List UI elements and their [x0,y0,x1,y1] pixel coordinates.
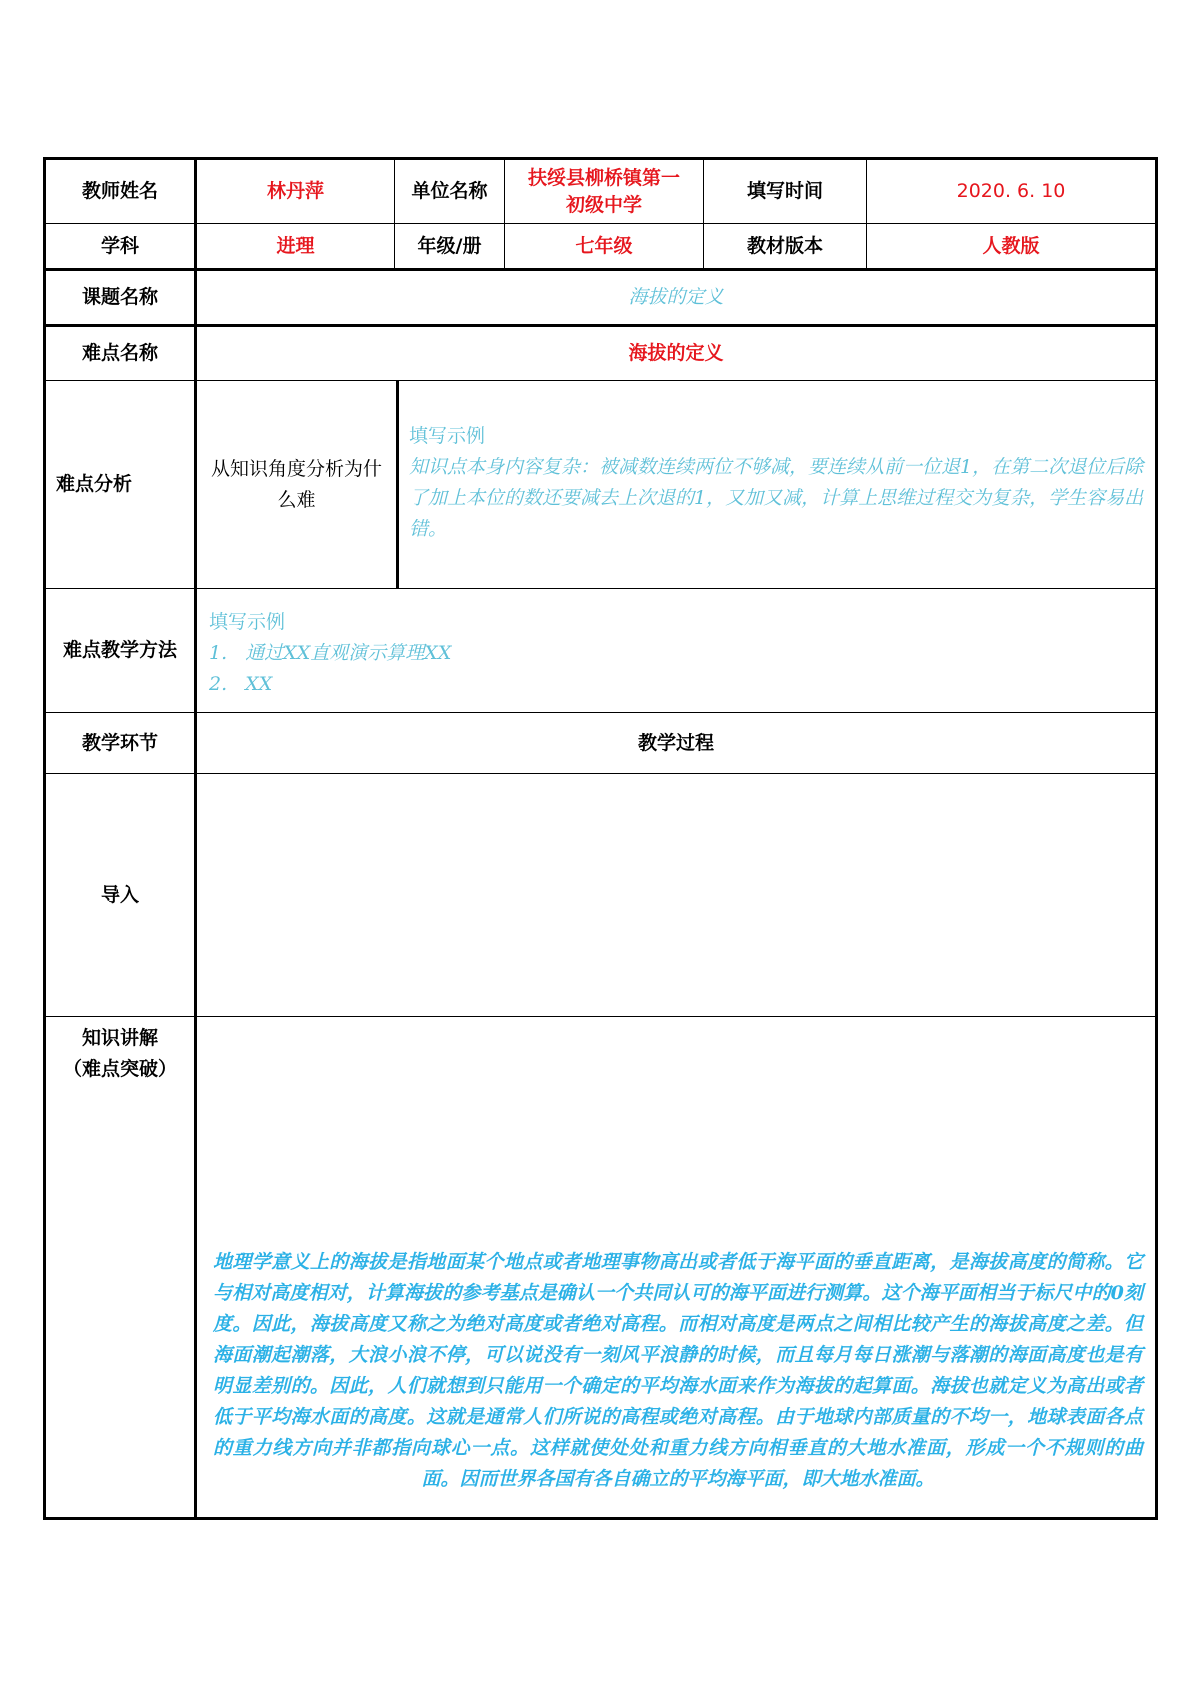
subject-label: 学科 [45,224,196,270]
fill-date-label: 填写时间 [704,159,867,224]
knowledge-label [45,1017,196,1519]
lesson-plan-table [43,157,1158,1520]
topic-value: 海拔的定义 [196,270,1157,326]
row-process-header [45,713,1157,774]
row-basic-info [45,159,1157,224]
difficulty-label: 难点名称 [45,326,196,381]
row-subject-info [45,224,1157,270]
edition-label: 教材版本 [704,224,867,270]
knowledge-label-line1: 知识讲解 [81,1027,158,1049]
row-difficulty-name [45,326,1157,381]
difficulty-value: 海拔的定义 [196,326,1157,381]
edition-value: 人教版 [867,224,1157,270]
teacher-name-label: 教师姓名 [45,159,196,224]
knowledge-text: 地理学意义上的海拔是指地面某个地点或者地理事物高出或者低于海平面的垂直距离，是海拔高度的简称。它与相对高度相对，计算海拔的参考基点是确认一个共同认可的海平面进行测算。这个海平面相当于标尺中的0刻度。因此，海拔高度又称之为绝对高度或者绝对高程。而相对高度是两点之间相比较产生的海拔高度之差。但海面潮起潮落，大浪小浪不停，可以说没有一刻风平浪静的时候，而且每月每日涨潮与落潮的海面高度也是有明显差别的。因此，人们就想到只能用一个确定的平均海水面来作为海拔的起算面。海拔也就定义为高出或者低于平均海水面的高度。这就是通常人们所说的高程或绝对高程。由于地球内部质量的不均一，地球表面各点的重力线方向并非都指向球心一点。这样就使处处和重力线方向相垂直的大地水准面，形成一个不规则的曲面。因而世界各国有各自确立的平均海平面，即大地水准面。 [213,1251,1143,1490]
analysis-example-heading: 填写示例 [409,425,486,447]
intro-content [196,774,1157,1017]
method-example [205,589,1147,700]
analysis-example [399,381,1155,588]
grade-value: 七年级 [505,224,704,270]
row-topic [45,270,1157,326]
unit-name-value [505,159,704,224]
analysis-sublabel: 从知识角度分析为什么难 [197,381,399,588]
grade-label: 年级/册 [395,224,505,270]
teacher-name-value: 林丹萍 [196,159,395,224]
subject-value: 进理 [196,224,395,270]
method-example-heading: 填写示例 [209,611,286,633]
unit-name-line2: 初级中学 [565,193,642,216]
analysis-label: 难点分析 [45,381,196,589]
row-intro [45,774,1157,1017]
analysis-cell [196,381,1157,589]
unit-name-line1: 扶绥县柳桥镇第一 [527,166,680,189]
knowledge-content [196,1017,1157,1519]
topic-label: 课题名称 [45,270,196,326]
method-cell [196,589,1157,713]
method-item-2: 2. XX [209,673,273,695]
analysis-example-text: 知识点本身内容复杂：被减数连续两位不够减，要连续从前一位退1，在第二次退位后除了加上本位的数还要减去上次退的1，又加又减，计算上思维过程交为复杂，学生容易出错。 [409,456,1144,540]
teaching-stage-label: 教学环节 [45,713,196,774]
fill-date-value: 2020. 6. 10 [867,159,1157,224]
row-difficulty-analysis [45,381,1157,589]
row-knowledge [45,1017,1157,1519]
knowledge-label-line2: （难点突破） [62,1058,177,1080]
intro-label: 导入 [45,774,196,1017]
unit-name-label: 单位名称 [395,159,505,224]
row-teaching-method [45,589,1157,713]
teaching-process-label: 教学过程 [196,713,1157,774]
method-item-1: 1. 通过XX直观演示算理XX [209,642,452,664]
method-label: 难点教学方法 [45,589,196,713]
